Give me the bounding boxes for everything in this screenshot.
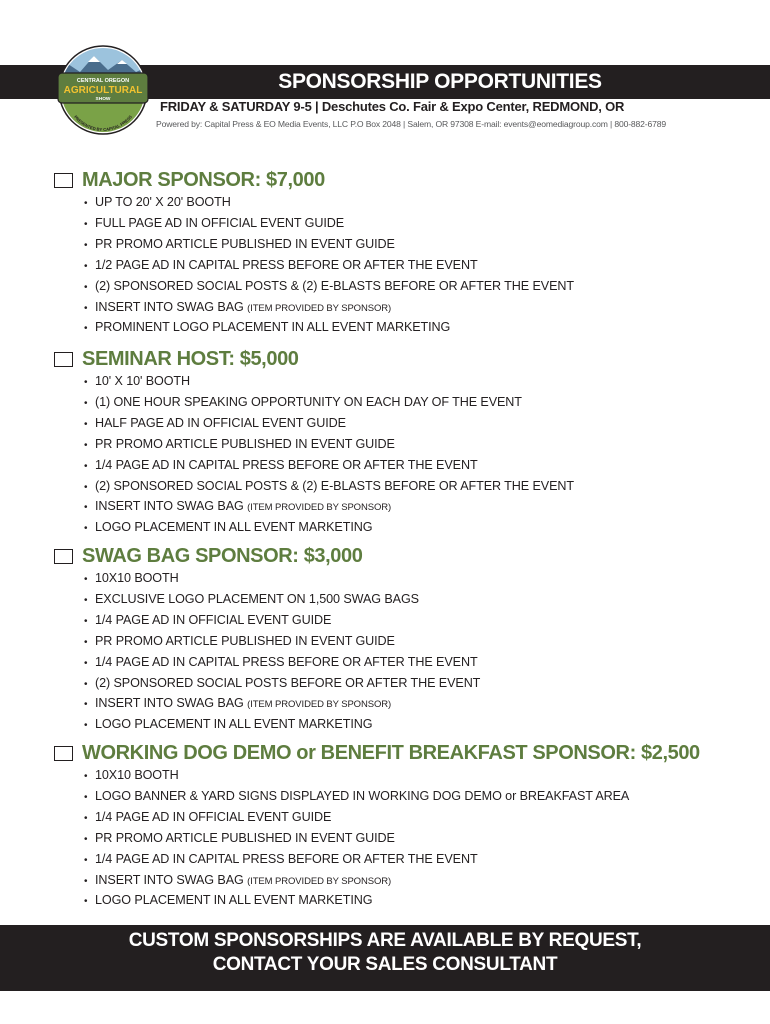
list-item: • 1/4 PAGE AD IN OFFICIAL EVENT GUIDE — [84, 809, 332, 824]
section-header — [0, 543, 770, 569]
sponsor-section-seminar — [0, 346, 770, 539]
list-item: • 10' X 10' BOOTH — [84, 374, 191, 388]
list-item: • (1) ONE HOUR SPEAKING OPPORTUNITY ON EACH DAY OF THE EVENT — [84, 394, 522, 409]
footer-line-2: CONTACT YOUR SALES CONSULTANT — [212, 954, 558, 975]
organizer-contact: Powered by: Capital Press & EO Media Events, LLC P.O Box 2048 | Salem, OR 97308 E-mail: events@eomediagroup.com | 800-882-6789 — [156, 119, 667, 129]
benefit-list — [84, 766, 770, 912]
list-item: • LOGO PLACEMENT IN ALL EVENT MARKETING — [84, 520, 373, 535]
section-title: MAJOR SPONSOR: $7,000 — [82, 169, 325, 191]
list-item: • PR PROMO ARTICLE PUBLISHED IN EVENT GUIDE — [84, 436, 395, 451]
section-header — [0, 167, 770, 193]
list-item: • 1/4 PAGE AD IN CAPITAL PRESS BEFORE OR AFTER THE EVENT — [84, 654, 478, 669]
list-item: • INSERT INTO SWAG BAG (ITEM PROVIDED BY SPONSOR) — [84, 299, 392, 314]
list-item: • FULL PAGE AD IN OFFICIAL EVENT GUIDE — [84, 215, 345, 230]
list-item: • LOGO PLACEMENT IN ALL EVENT MARKETING — [84, 717, 373, 732]
sponsor-section-working-dog — [0, 740, 770, 912]
sponsor-checkbox[interactable] — [54, 549, 73, 564]
list-item: • 1/4 PAGE AD IN CAPITAL PRESS BEFORE OR AFTER THE EVENT — [84, 457, 478, 472]
item-note: (ITEM PROVIDED BY SPONSOR) — [247, 699, 392, 711]
sponsor-checkbox[interactable] — [54, 352, 73, 367]
list-item: • INSERT INTO SWAG BAG (ITEM PROVIDED BY SPONSOR) — [84, 696, 392, 711]
sponsor-checkbox[interactable] — [54, 173, 73, 188]
show-logo — [52, 44, 154, 136]
list-item: • PROMINENT LOGO PLACEMENT IN ALL EVENT MARKETING — [84, 320, 451, 335]
item-note: (ITEM PROVIDED BY SPONSOR) — [247, 875, 392, 887]
section-header — [0, 346, 770, 372]
list-item: • LOGO BANNER & YARD SIGNS DISPLAYED IN WORKING DOG DEMO or BREAKFAST AREA — [84, 788, 630, 803]
page-title: SPONSORSHIP OPPORTUNITIES — [278, 70, 602, 93]
list-item: • HALF PAGE AD IN OFFICIAL EVENT GUIDE — [84, 415, 346, 430]
logo-main-text: AGRICULTURAL — [63, 85, 143, 96]
event-info: FRIDAY & SATURDAY 9-5 | Deschutes Co. Fair & Expo Center, REDMOND, OR — [160, 99, 625, 114]
list-item: • PR PROMO ARTICLE PUBLISHED IN EVENT GUIDE — [84, 830, 395, 845]
sponsor-section-major — [0, 167, 770, 339]
list-item: • 1/2 PAGE AD IN CAPITAL PRESS BEFORE OR AFTER THE EVENT — [84, 257, 478, 272]
logo-top-text: CENTRAL OREGON — [76, 78, 130, 84]
footer-line-1: CUSTOM SPONSORSHIPS ARE AVAILABLE BY REQUEST, — [128, 930, 642, 951]
list-item: • PR PROMO ARTICLE PUBLISHED IN EVENT GUIDE — [84, 236, 395, 251]
list-item: • (2) SPONSORED SOCIAL POSTS BEFORE OR AFTER THE EVENT — [84, 675, 481, 690]
sponsor-section-swag-bag — [0, 543, 770, 736]
logo-ring-text: PRESENTED BY CAPITAL PRESS — [73, 114, 133, 133]
list-item: • INSERT INTO SWAG BAG (ITEM PROVIDED BY SPONSOR) — [84, 499, 392, 514]
benefit-list — [84, 569, 770, 736]
logo-bottom-text: SHOW — [95, 97, 111, 102]
section-title: SWAG BAG SPONSOR: $3,000 — [82, 545, 363, 567]
sponsor-checkbox[interactable] — [54, 746, 73, 761]
list-item: • INSERT INTO SWAG BAG (ITEM PROVIDED BY SPONSOR) — [84, 872, 392, 887]
list-item: • 10X10 BOOTH — [84, 571, 179, 585]
section-title: WORKING DOG DEMO or BENEFIT BREAKFAST SPONSOR: $2,500 — [82, 742, 700, 764]
list-item: • (2) SPONSORED SOCIAL POSTS & (2) E-BLASTS BEFORE OR AFTER THE EVENT — [84, 478, 574, 493]
item-note: (ITEM PROVIDED BY SPONSOR) — [247, 302, 392, 314]
list-item: • 10X10 BOOTH — [84, 768, 179, 782]
section-title: SEMINAR HOST: $5,000 — [82, 348, 299, 370]
list-item: • LOGO PLACEMENT IN ALL EVENT MARKETING — [84, 893, 373, 908]
list-item: • UP TO 20' X 20' BOOTH — [84, 195, 231, 209]
list-item: • (2) SPONSORED SOCIAL POSTS & (2) E-BLASTS BEFORE OR AFTER THE EVENT — [84, 278, 574, 293]
list-item: • 1/4 PAGE AD IN OFFICIAL EVENT GUIDE — [84, 612, 332, 627]
benefit-list — [84, 372, 770, 539]
list-item: • 1/4 PAGE AD IN CAPITAL PRESS BEFORE OR AFTER THE EVENT — [84, 851, 478, 866]
list-item: • EXCLUSIVE LOGO PLACEMENT ON 1,500 SWAG BAGS — [84, 591, 419, 606]
item-note: (ITEM PROVIDED BY SPONSOR) — [247, 502, 392, 514]
section-header — [0, 740, 770, 766]
list-item: • PR PROMO ARTICLE PUBLISHED IN EVENT GUIDE — [84, 633, 395, 648]
benefit-list — [84, 193, 770, 339]
